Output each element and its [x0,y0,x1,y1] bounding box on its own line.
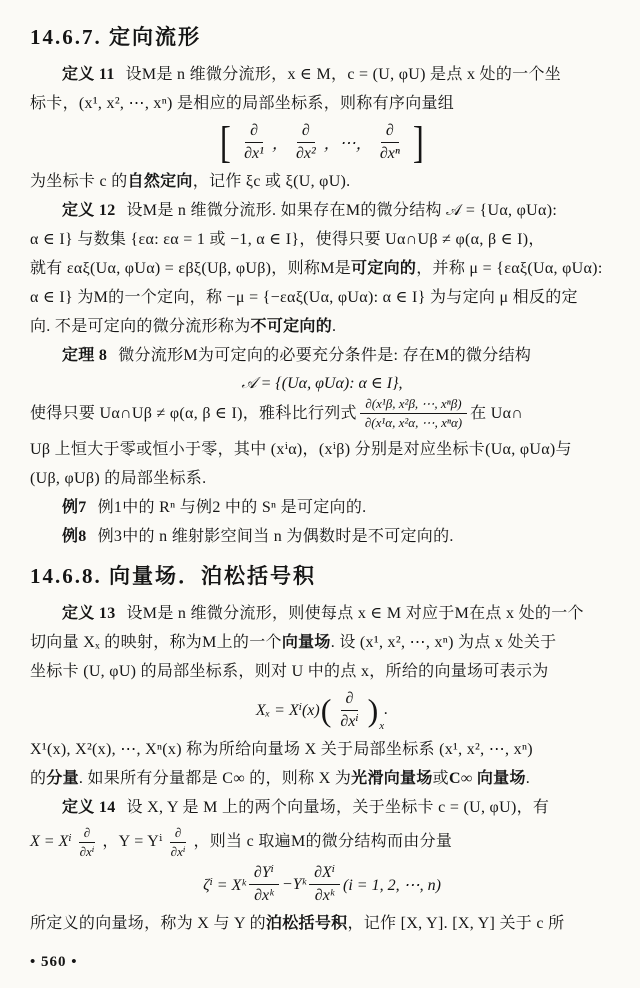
frac-dyi-num: ∂Yⁱ [249,863,279,885]
frac-d-dxn-den: ∂xⁿ [379,145,400,162]
yk-factor: Yᵏ [292,875,307,893]
separator-comma-3: ， [355,136,372,153]
example8-line [30,522,614,551]
frac-y-den: ∂xⁱ [170,843,186,859]
orientable-term: 可定向的 [351,260,417,277]
separator-comma-2: ， [323,136,340,153]
jacobian-pre-text: 使得只要 Uα∩Uβ ≠ φ(α, β ∈ I)，雅科比行列式 [30,404,357,422]
right-paren: ) [367,691,379,728]
formula-atlas-text: 𝒜 = {(Uα, φUα): α ∈ I}, [241,375,403,392]
def12-line-5 [30,312,614,341]
def14-label: 定义 14 [62,798,116,816]
poisson-bracket-term: 泊松括号积 [265,915,348,932]
jacobian-line-2: Uβ 上恒大于零或恒小于零，其中 (xⁱα)，(xⁱβ) 分别是对应坐标卡(Uα, φUα)与 [30,440,572,458]
page-number: • 560 • [30,954,78,970]
frac-dxi-den: ∂xᵏ [314,887,335,904]
xy-expansion-line [30,825,614,861]
natural-orientation-line [30,167,614,196]
def12-text-3a: 就有 εαξ(Uα, φUα) = εβξ(Uβ, φUβ)，则称M是 [30,260,352,277]
x-expansion: X = Xⁱ [30,833,72,851]
frac-d-dx2-num: ∂ [297,121,315,143]
xy-expansion-post: ，则当 c 取遍M的微分结构而由分量 [193,833,453,851]
frac-d-dxn-num: ∂ [381,121,399,143]
def12-text-5a: 向. 不是可定向的微分流形称为 [30,318,251,335]
frac-x-d-dxi [75,825,100,861]
def13-text-1: 设M是 n 维微分流形，则使每点 x ∈ M 对应于M在点 x 处的一个 [126,604,584,622]
def13-text-2a: 切向量 Xₓ 的映射，称为M上的一个 [30,633,282,651]
frac-dyi-den: ∂xᵏ [254,887,274,904]
jacobian-line [30,396,614,432]
section-heading-14-6-7: 14.6.7. 定向流形 [30,25,201,49]
index-range: (i = 1, 2, ⋯, n) [343,876,441,894]
poisson-bracket-line [30,909,614,938]
components-text-2c: . 如果所有分量都是 C∞ 的，则称 X 为 [78,769,352,787]
formula-natural-basis [30,117,614,167]
components-line-1: X¹(x), X²(x), ⋯, Xⁿ(x) 称为所给向量场 X 关于局部坐标系 (x¹, x², ⋯, xⁿ) [30,740,533,758]
frac-x-den: ∂xⁱ [79,843,95,859]
formula-atlas [30,373,614,393]
example7-label: 例7 [62,498,87,516]
jacobian-line-3: (Uβ, φUβ) 的局部坐标系. [30,469,207,487]
frac-dxi-num: ∂Xⁱ [309,863,340,885]
natural-orientation-post: ，记作 ξc 或 ξ(U, φU). [192,173,351,190]
section-heading-14-6-8: 14.6.8. 向量场．泊松括号积 [30,563,316,588]
theorem8-line-1 [30,341,614,370]
left-bracket: [ [220,117,232,167]
right-bracket: ] [412,117,424,167]
components-line-2 [30,764,614,793]
poisson-text-a: 所定义的向量场，称为 X 与 Y 的 [30,915,266,932]
ellipsis-dots: ⋯ [339,134,356,152]
frac-d-dx1-den: ∂x¹ [244,145,264,162]
def12-text-1: 设M是 n 维微分流形. 如果存在M的微分结构 𝒜 = {Uα, φUα): [126,202,558,219]
jacobian-fraction [360,396,467,432]
frac-d-dxi-num: ∂ [341,689,359,711]
def12-line-3 [30,254,614,283]
frac-dxi-dxk [309,863,340,906]
def14-line-1 [30,793,614,822]
natural-orientation-term: 自然定向 [127,173,193,190]
def12-text-3c: ，并称 μ = {εαξ(Uα, φUα): [416,260,603,277]
theorem8-label: 定理 8 [62,347,108,364]
def12-paragraph [30,196,614,341]
def12-line-2: α ∈ I} 与数集 {εα: εα = 1 或 −1, α ∈ I}，使得只要 Uα∩Uβ ≠ φ(α, β ∈ I)， [30,231,545,248]
def12-line-1 [30,196,614,225]
formula-period: . [384,701,389,718]
example7-line [30,493,614,522]
subscript-x: x [379,719,385,732]
def13-text-2c: . 设 (x¹, x², ⋯, xⁿ) 为点 x 处关于 [330,633,557,651]
jacobian-denominator: ∂(x¹α, x²α, ⋯, xⁿα) [364,415,463,431]
def11-label: 定义 11 [62,66,115,83]
theorem8-text-1: 微分流形M为可定向的必要充分条件是: 存在M的微分结构 [118,347,532,364]
components-term: 分量 [46,769,79,787]
frac-d-dx2 [291,121,321,164]
example8-label: 例8 [62,527,87,545]
jacobian-numerator: ∂(x¹β, x²β, ⋯, xⁿβ) [360,396,466,414]
def13-line-2 [30,628,614,657]
frac-d-dx2-den: ∂x² [295,145,316,162]
vector-field-lhs: Xₓ = Xⁱ(x) [255,702,320,719]
components-text-2a: 的 [30,769,47,787]
def11-paragraph [30,60,614,118]
def13-line-3: 坐标卡 (U, φU) 的局部坐标系，则对 U 中的点 x，所给的向量场可表示为 [30,662,549,680]
vector-field-term: 向量场 [281,633,331,651]
example7-text: 例1中的 Rⁿ 与例2 中的 Sⁿ 是可定向的. [97,498,367,516]
def11-text-1: 设M是 n 维微分流形，x ∈ M，c = (U, φU) 是点 x 处的一个坐 [125,66,562,83]
frac-dyi-dxk [249,863,279,906]
components-text-2g: . [525,769,531,787]
components-text-2e: 或 [432,769,449,787]
poisson-text-c: ，记作 [X, Y]. [X, Y] 关于 c 所 [347,915,565,932]
def13-line-1 [30,599,614,628]
minus-sign: − [281,875,293,893]
zeta-lhs: ζⁱ = Xᵏ [203,876,246,894]
def12-line-4: α ∈ I} 为M的一个定向，称 −μ = {−εαξ(Uα, φUα): α ∈ I} 为与定向 μ 相反的定 [30,289,578,306]
example8-text: 例3中的 n 维射影空间当 n 为偶数时是不可定向的. [97,527,454,545]
frac-d-dxi [335,689,363,732]
frac-d-dxi-den: ∂xⁱ [340,712,359,730]
def11-line-2: 标卡，(x¹, x², ⋯, xⁿ) 是相应的局部坐标系，则称有序向量组 [30,95,455,112]
frac-x-num: ∂ [79,825,95,843]
def14-text-1: 设 X, Y 是 M 上的两个向量场，关于坐标卡 c = (U, φU)，有 [126,798,550,816]
cinfinity-vector-field-term: C∞ 向量场 [448,769,526,787]
formula-vector-field [30,689,614,732]
def12-text-5c: . [332,318,337,335]
def13-label: 定义 13 [62,604,116,622]
smooth-vector-field-term: 光滑向量场 [351,769,433,787]
def12-label: 定义 12 [62,202,116,219]
def11-line-1 [30,60,614,89]
def13-paragraph [30,599,614,686]
jacobian-post-text: 在 Uα∩ [470,404,524,422]
frac-d-dx1-num: ∂ [245,121,263,143]
natural-orientation-pre: 为坐标卡 c 的 [30,173,128,190]
left-paren: ( [320,691,332,728]
theorem8-paragraph [30,341,614,370]
frac-y-num: ∂ [170,825,186,843]
separator-comma-1: ， [271,136,288,153]
frac-y-d-dxi [166,825,191,861]
non-orientable-term: 不可定向的 [250,318,333,335]
formula-poisson-components [30,863,614,906]
frac-d-dx1 [239,121,269,164]
y-expansion: ，Y = Yⁱ [102,833,163,851]
frac-d-dxn [375,121,405,164]
